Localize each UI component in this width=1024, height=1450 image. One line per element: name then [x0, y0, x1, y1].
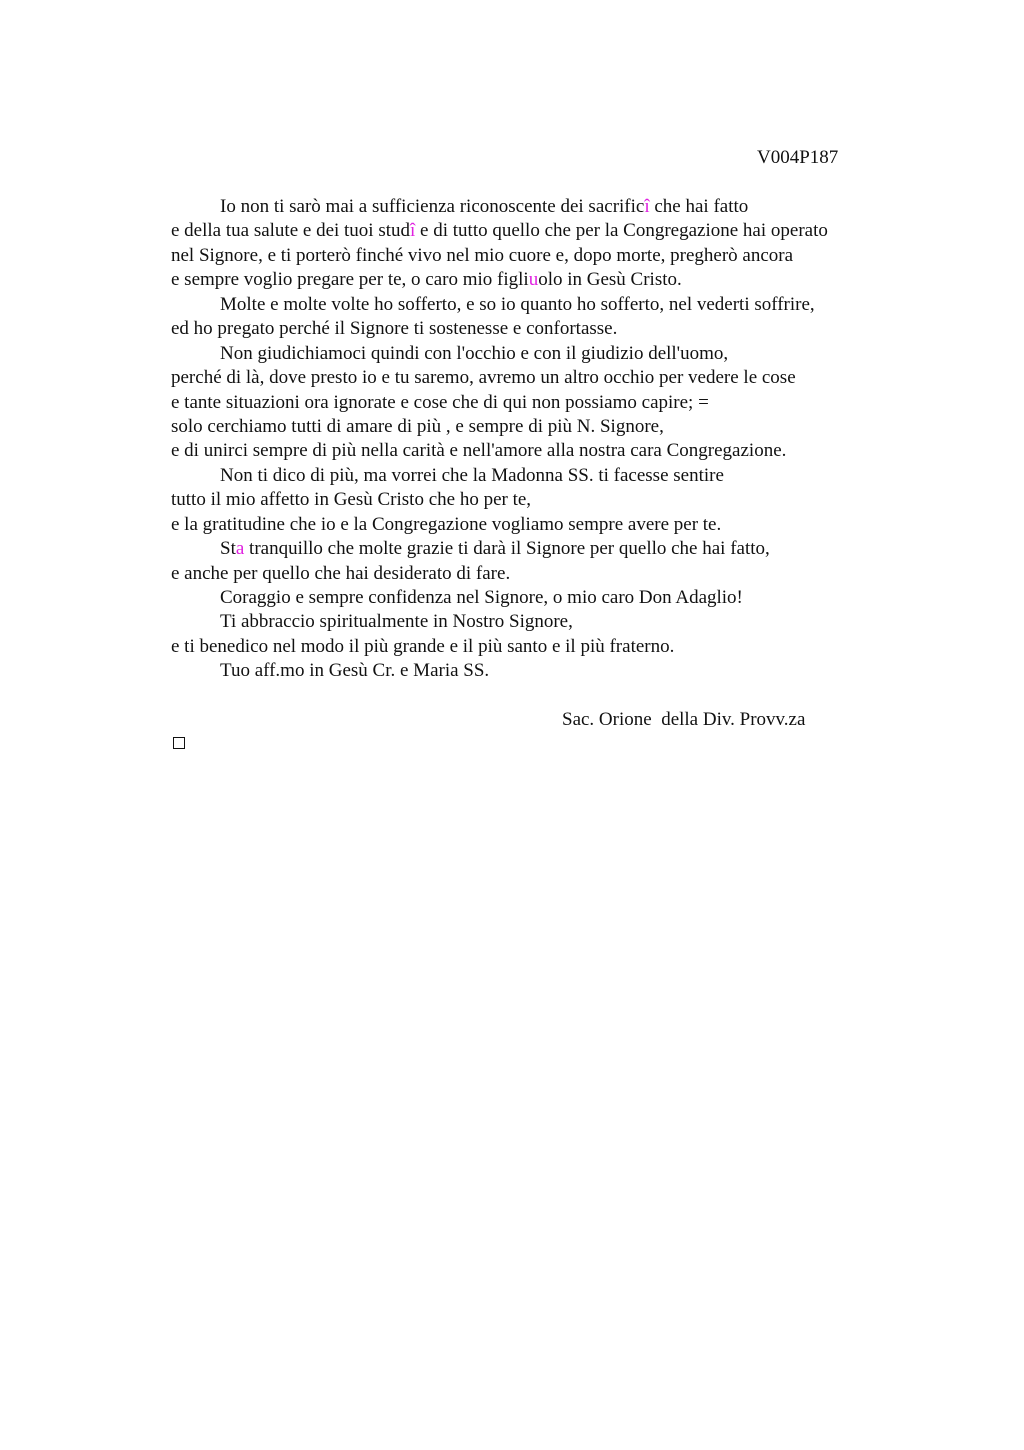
letter-line: [171, 293, 911, 317]
signature-line: Sac. Orione della Div. Provv.za: [562, 709, 806, 730]
letter-line: [171, 586, 911, 610]
letter-line: [171, 562, 911, 586]
letter-line: [171, 244, 911, 268]
letter-line: [171, 439, 911, 463]
highlighted-character: u: [528, 269, 539, 291]
letter-line: [171, 415, 911, 439]
text-segment: e anche per quello che hai desiderato di fare.: [171, 562, 511, 584]
text-segment: Ti abbraccio spiritualmente in Nostro Signore,: [220, 611, 573, 633]
letter-line: [171, 513, 911, 537]
text-segment: tutto il mio affetto in Gesù Cristo che ho per te,: [171, 489, 532, 511]
text-segment: e ti benedico nel modo il più grande e il più santo e il più fraterno.: [171, 635, 675, 657]
letter-line: [171, 464, 911, 488]
text-segment: Tuo aff.mo in Gesù Cr. e Maria SS.: [220, 660, 490, 682]
text-segment: e tante situazioni ora ignorate e cose che di qui non possiamo capire; =: [171, 391, 709, 413]
text-segment: St: [220, 538, 236, 560]
text-segment: perché di là, dove presto io e tu saremo, avremo un altro occhio per vedere le cose: [171, 367, 796, 389]
text-segment: nel Signore, e ti porterò finché vivo nel mio cuore e, dopo morte, pregherò ancora: [171, 244, 794, 266]
letter-line: [171, 317, 911, 341]
letter-line: [171, 342, 911, 366]
text-segment: solo cerchiamo tutti di amare di più , e sempre di più N. Signore,: [171, 415, 664, 437]
text-segment: Non giudichiamoci quindi con l'occhio e con il giudizio dell'uomo,: [220, 342, 729, 364]
letter-line: [171, 537, 911, 561]
text-segment: Coraggio e sempre confidenza nel Signore, o mio caro Don Adaglio!: [220, 587, 743, 608]
text-segment: Molte e molte volte ho sofferto, e so io quanto ho sofferto, nel vederti soffrire,: [220, 293, 815, 315]
letter-line: [171, 219, 911, 243]
text-segment: che hai fatto: [649, 196, 749, 217]
letter-line: [171, 610, 911, 634]
text-segment: e la gratitudine che io e la Congregazione vogliamo sempre avere per te.: [171, 513, 722, 535]
text-segment: Io non ti sarò mai a sufficienza riconoscente dei sacrific: [220, 196, 645, 217]
end-of-text-box-icon: [173, 737, 185, 749]
letter-body: [171, 195, 911, 684]
text-segment: olo in Gesù Cristo.: [538, 269, 682, 291]
highlighted-character: î: [644, 196, 650, 217]
document-reference: V004P187: [757, 147, 839, 168]
highlighted-character: î: [410, 220, 416, 242]
letter-line: [171, 659, 911, 683]
text-segment: e sempre voglio pregare per te, o caro mio figli: [171, 269, 529, 291]
letter-line: [171, 635, 911, 659]
letter-line: [171, 391, 911, 415]
text-segment: ed ho pregato perché il Signore ti sostenesse e confortasse.: [171, 318, 618, 340]
letter-line: [171, 488, 911, 512]
text-segment: Non ti dico di più, ma vorrei che la Madonna SS. ti facesse sentire: [220, 464, 724, 486]
highlighted-character: a: [235, 538, 245, 560]
text-segment: e della tua salute e dei tuoi stud: [171, 220, 411, 242]
letter-line: [171, 195, 911, 219]
text-segment: e di tutto quello che per la Congregazione hai operato: [415, 220, 828, 242]
text-segment: e di unirci sempre di più nella carità e nell'amore alla nostra cara Congregazione.: [171, 440, 787, 462]
letter-line: [171, 366, 911, 390]
letter-line: [171, 268, 911, 292]
text-segment: tranquillo che molte grazie ti darà il Signore per quello che hai fatto,: [244, 538, 770, 560]
